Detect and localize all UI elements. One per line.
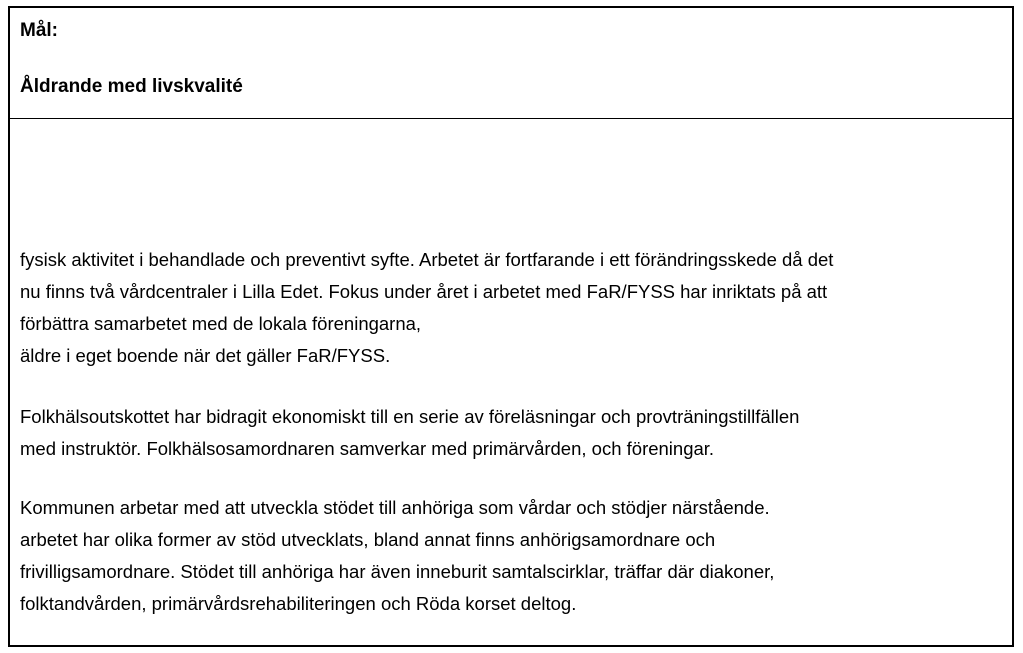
goal-label: Mål: — [20, 20, 58, 41]
text-line: folktandvården, primärvårdsrehabiliteringen och Röda korset deltog. — [20, 593, 577, 614]
text-line: Kommunen arbetar med att utveckla stödet till anhöriga som vårdar och stödjer närstående. — [20, 497, 770, 518]
document-frame — [8, 6, 1014, 647]
text-line: med instruktör. Folkhälsosamordnaren samverkar med primärvården, och föreningar. — [20, 438, 715, 459]
text-line: Folkhälsoutskottet har bidragit ekonomiskt till en serie av föreläsningar och provträningstillfällen — [20, 406, 800, 427]
paragraph-folkhalsoutskottet — [20, 401, 1010, 465]
text-line: frivilligsamordnare. Stödet till anhöriga har även inneburit samtalscirklar, träffar där diakoner, — [20, 561, 775, 582]
paragraph-anhoriga — [20, 492, 1010, 620]
text-line: förbättra samarbetet med de lokala föreningarna, — [20, 313, 422, 334]
text-line: fysisk aktivitet i behandlade och preventivt syfte. Arbetet är fortfarande i ett förändringsskede då det — [20, 249, 834, 270]
paragraph-far-fyss — [20, 244, 1010, 372]
text-line: nu finns två vårdcentraler i Lilla Edet. Fokus under året i arbetet med FaR/FYSS har inriktats på att — [20, 281, 828, 302]
text-line: äldre i eget boende när det gäller FaR/FYSS. — [20, 345, 391, 366]
text-line: arbetet har olika former av stöd utvecklats, bland annat finns anhörigsamordnare och — [20, 529, 716, 550]
section-divider — [10, 118, 1012, 119]
goal-title: Åldrande med livskvalité — [20, 76, 243, 97]
